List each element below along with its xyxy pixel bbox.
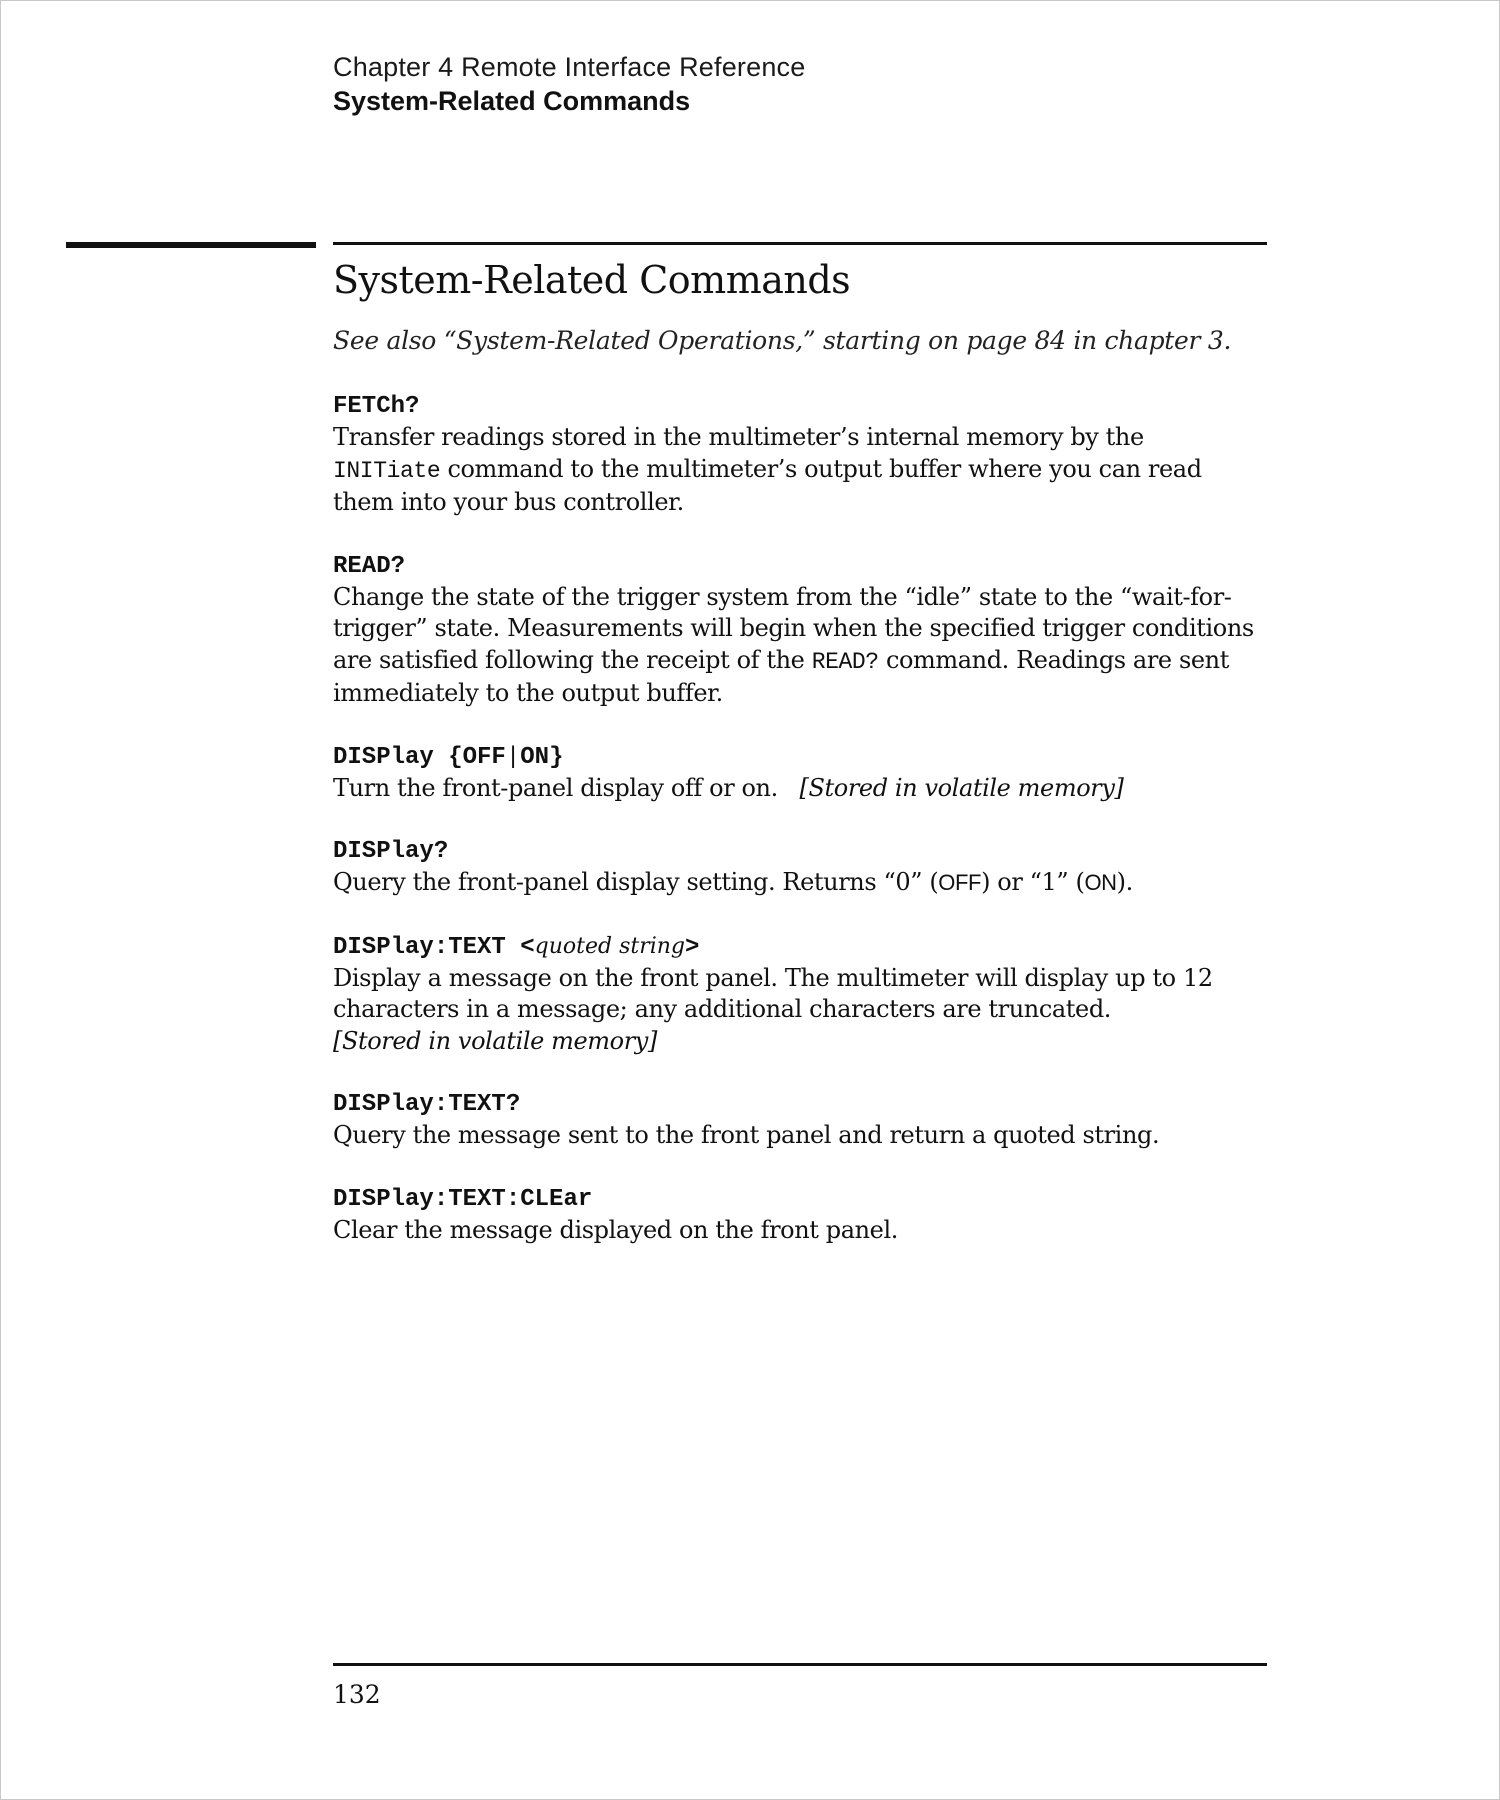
command-description: Transfer readings stored in the multimeter’s internal memory by the INITiate command to the multimeter’s output buffer where you can read them into your bus controller. — [333, 423, 1202, 516]
command-syntax: FETCh? — [333, 393, 420, 420]
section-title: System-Related Commands — [333, 258, 851, 302]
storage-note: [Stored in volatile memory] — [333, 1026, 657, 1055]
command-display-text-clear — [333, 1185, 1268, 1247]
command-syntax: DISPlay:TEXT:CLEar — [333, 1185, 593, 1213]
command-description: Query the message sent to the front panel and return a quoted string. — [333, 1121, 1160, 1149]
command-display — [333, 743, 1268, 805]
command-description: Turn the front-panel display off or on. [Stored in volatile memory] — [333, 773, 1124, 802]
command-syntax: DISPlay? — [333, 838, 449, 865]
inline-code: READ? — [811, 648, 879, 675]
inline-code: INITiate — [333, 457, 441, 484]
running-header-section: System-Related Commands — [333, 86, 691, 116]
command-display-query — [333, 837, 1268, 899]
command-display-text — [333, 932, 1268, 1058]
command-syntax: DISPlay:TEXT <quoted string> — [333, 933, 700, 961]
command-fetch — [333, 392, 1268, 519]
command-list — [333, 392, 1268, 1246]
footer-rule — [333, 1663, 1267, 1666]
command-description: Clear the message displayed on the front panel. — [333, 1215, 898, 1244]
page-number: 132 — [333, 1680, 381, 1709]
command-syntax: DISPlay:TEXT? — [333, 1091, 521, 1118]
argument-placeholder: quoted string — [534, 933, 686, 959]
command-description: Display a message on the front panel. The multimeter will display up to 12 characters in a message; any additional characters are truncated. [Stored in volatile memory] — [333, 963, 1213, 1055]
command-read — [333, 552, 1268, 710]
see-also-reference: See also “System-Related Operations,” starting on page 84 in chapter 3. — [333, 326, 1232, 355]
command-display-text-query — [333, 1090, 1268, 1152]
command-syntax: DISPlay {OFF|ON} — [333, 743, 564, 771]
running-header — [333, 50, 805, 118]
command-description: Change the state of the trigger system from the “idle” state to the “wait-for-trigger” state. Measurements will begin when the specified trigger conditions are satisfied following the receipt of the READ? command. Readings are sent immediately to the output buffer. — [333, 582, 1254, 707]
command-syntax: READ? — [333, 552, 406, 580]
command-description: Query the front-panel display setting. Returns “0” (OFF) or “1” (ON). — [333, 868, 1133, 896]
storage-note: [Stored in volatile memory] — [799, 773, 1124, 802]
section-rule-left — [66, 242, 316, 248]
running-header-chapter: Chapter 4 Remote Interface Reference — [333, 52, 806, 82]
section-rule-main — [333, 242, 1267, 245]
